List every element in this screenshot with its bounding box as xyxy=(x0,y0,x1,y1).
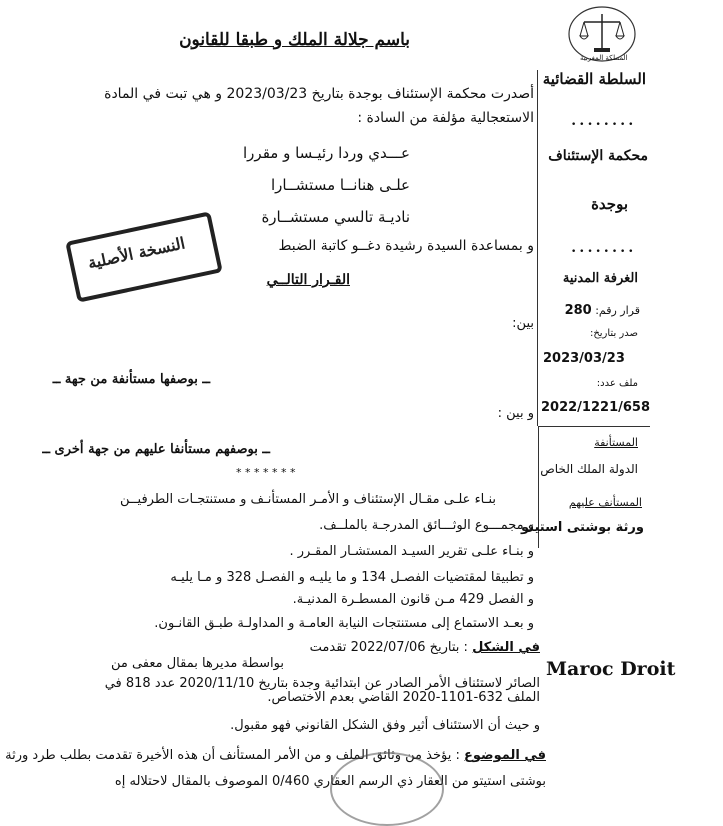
paragraph-line-2: و مجمـــوع الوثـــائق المدرجـة بالملــف. xyxy=(319,518,534,533)
paragraph-line-5: و الفصل 429 مـن قانون المسطـرة المدنيـة. xyxy=(292,592,534,607)
appellant-label: المستأنفة xyxy=(594,436,638,449)
court-authority: السلطة القضائية xyxy=(542,70,646,88)
file-label: ملف عدد: xyxy=(596,378,638,389)
issued-date: 2023/03/23 xyxy=(543,351,625,366)
decision-number-label: قرار رقم: xyxy=(595,304,640,317)
court-name: محكمة الإستئناف xyxy=(548,148,648,164)
intro-line-2: الاستعجالية مؤلفة من السادة : xyxy=(357,110,534,126)
judge-counselor-1: علـى هنانــا مستشــارا xyxy=(271,176,410,194)
subject-section-label: في الموضوع xyxy=(464,748,546,763)
form-section-date: : بتاريخ 2022/07/06 تقدمت xyxy=(309,640,468,655)
judge-president: عـــدي وردا رئيـسا و مقررا xyxy=(243,144,410,162)
paragraph-line-6: و بعـد الاستماع إلى مستنتجات النيابة العامـة و المداولـة طبـق القانـون. xyxy=(154,616,534,631)
sidebar-divider xyxy=(538,426,650,427)
decision-heading: القـرار التالــي xyxy=(266,272,350,288)
respondent-role: ــ بوصفهم مستأنفا عليهم من جهة أخرى ــ xyxy=(42,442,270,457)
respondents-label: المستأنف عليهم xyxy=(568,496,642,509)
decision-number: 280 xyxy=(564,303,592,318)
form-section-line-4: الملف 632-1101-2020 القاضي بعدم الاختصاص. xyxy=(267,690,540,705)
form-section-line-2: بواسطة مديرها بمقال معفى من xyxy=(110,656,284,671)
paragraph-line-4: و تطبيقا لمقتضيات الفصـل 134 و ما يليـه و الفصـل 328 و مـا يليـه xyxy=(170,570,534,585)
stamp-text: النسخة الأصلية xyxy=(86,233,187,273)
intro-line-1: أصدرت محكمة الإستئناف بوجدة بتاريخ 2023/03/23 و هي تبت في المادة xyxy=(104,86,534,102)
appellant-role: ــ بوصفها مستأنفة من جهة ــ xyxy=(52,372,210,387)
form-section-line-3: الصائر لاستئناف الأمر الصادر عن ابتدائية وجدة بتاريخ 2020/11/10 عدد 818 في xyxy=(104,676,540,691)
file-number: 2022/1221/658 xyxy=(541,400,650,415)
issued-label: صدر بتاريخ: xyxy=(589,328,638,339)
clerk-line: و بمساعدة السيدة رشيدة دغــو كاتبة الضبط xyxy=(278,238,534,254)
paragraph-line-1: بنـاء علـى مقـال الإستئناف و الأمـر المستأنـف و مستنتجـات الطرفيــن xyxy=(120,492,496,507)
decision-number-row xyxy=(548,303,640,318)
paragraph-line-3: و بنـاء علـى تقرير السيـد المستشـار المقـرر . xyxy=(289,544,534,559)
dots-separator: • • • • • • • • xyxy=(571,120,634,130)
between-label: بين: xyxy=(512,316,534,331)
and-between-label: و بين : xyxy=(497,406,534,421)
stars-separator: * * * * * * * xyxy=(236,466,296,479)
subject-section-line-2: بوشتى استيتو من العقار ذي الرسم العقاري 0/460 الموصوف بالمقال لاحتلاله إه xyxy=(114,774,546,789)
official-stamp xyxy=(65,211,223,302)
subject-section-line-1 xyxy=(5,748,546,763)
subject-section-text: : يؤخذ من وثائق الملف و من الأمر المستأنف أن هذه الأخيرة تقدمت بطلب طرد ورثة xyxy=(5,748,460,763)
appellant-name: الدولة الملك الخاص xyxy=(540,462,638,476)
column-separator xyxy=(537,70,538,426)
form-section-line-1 xyxy=(180,640,540,655)
seal-stamp xyxy=(330,752,444,826)
form-section-label: في الشكل xyxy=(472,640,540,655)
watermark: Maroc Droit xyxy=(546,658,676,680)
court-city: بوجدة xyxy=(591,195,628,213)
judge-counselor-2: ناديـة تالسي مستشــارة xyxy=(261,208,410,226)
form-section-line-5: و حيث أن الاستئناف أثير وفق الشكل القانوني فهو مقبول. xyxy=(230,718,540,733)
respondents-name: ورثة بوشتى استيتو xyxy=(521,520,644,535)
emblem-caption: المملكة المغربية xyxy=(580,54,628,62)
chamber-name: الغرفة المدنية xyxy=(562,271,638,286)
page-title: باسم جلالة الملك و طبقا للقانون xyxy=(179,30,410,50)
dots-separator: • • • • • • • • xyxy=(571,247,634,257)
